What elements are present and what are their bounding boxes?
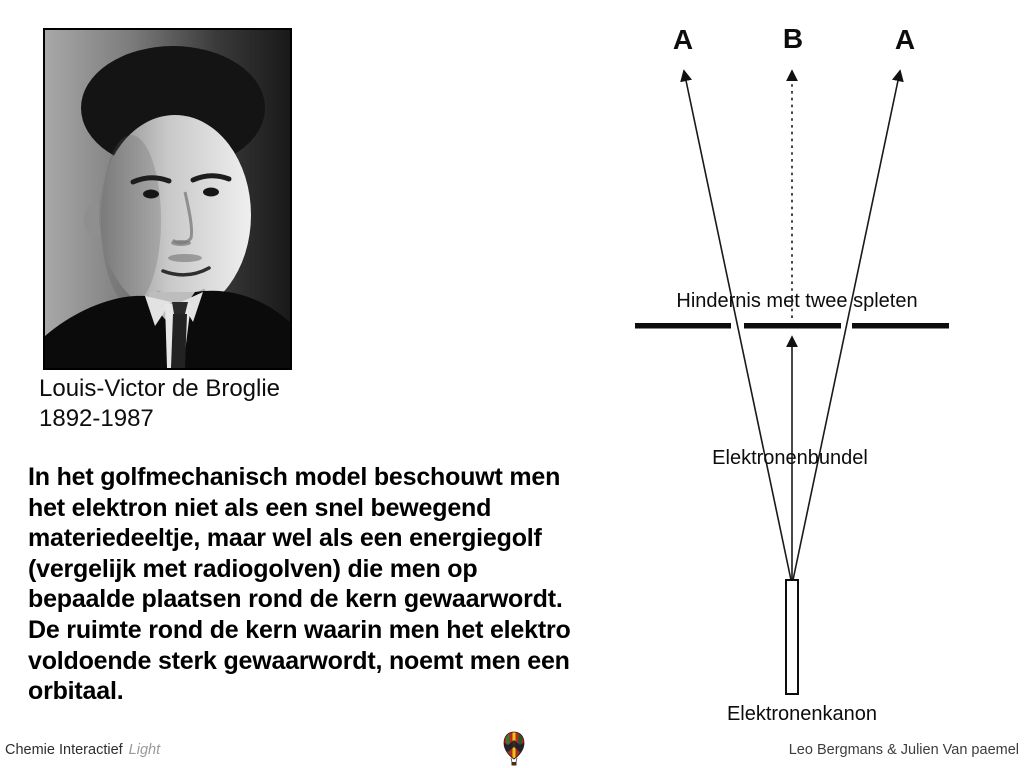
intro-paragraph [28, 462, 571, 707]
portrait-caption [39, 374, 280, 434]
detector-label-a-right: A [894, 24, 916, 55]
detector-label-b: B [782, 23, 804, 54]
electron-beam-label: Elektronenbundel [712, 447, 868, 469]
de-broglie-portrait-photo [45, 30, 290, 368]
intro-line: (vergelijk met radiogolven) die men op [28, 554, 478, 583]
intro-line: In het golfmechanisch model beschouwt men [28, 463, 561, 491]
detector-label-a-left: A [672, 24, 694, 55]
portrait-caption-name: Louis-Victor de Broglie [39, 375, 281, 402]
intro-line: voldoende sterk gewaarwordt, noemt men een [28, 646, 570, 675]
electron-gun-label: Elektronenkanon [726, 703, 878, 725]
footer-brand-edition: Light [128, 742, 161, 758]
intro-line: materiedeeltje, maar wel als een energiegolf [28, 524, 542, 553]
intro-line: De ruimte rond de kern waarin men het elektro [28, 615, 571, 644]
footer-authors: Leo Bergmans & Julien Van paemel [788, 742, 1019, 758]
intro-line: het elektron niet als een snel bewegend [28, 493, 492, 522]
intro-line: orbitaal. [28, 677, 124, 706]
portrait-frame [43, 28, 292, 370]
barrier-label: Hindernis met twee spleten [676, 290, 918, 312]
portrait-caption-years: 1892-1987 [39, 405, 154, 432]
footer-brand-name: Chemie Interactief [5, 742, 123, 758]
electron-gun-shape [786, 580, 798, 694]
hot-air-balloon-icon [502, 731, 526, 767]
intro-line: bepaalde plaatsen rond de kern gewaarwordt. [28, 585, 563, 614]
footer-brand [5, 742, 160, 758]
double-slit-barrier [635, 323, 949, 329]
